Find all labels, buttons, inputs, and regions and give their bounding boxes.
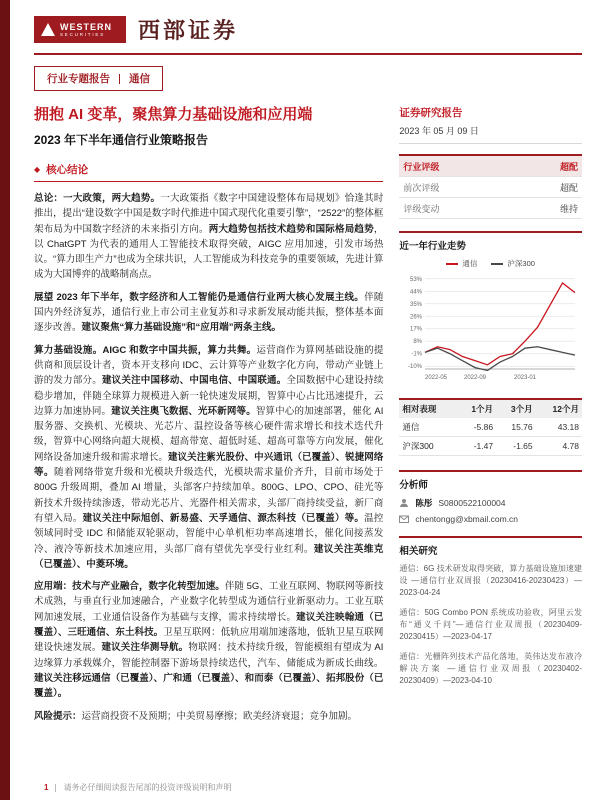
brand-row — [34, 10, 582, 53]
report-date: 2023 年 05 月 09 日 — [399, 120, 582, 144]
svg-text:53%: 53% — [410, 276, 423, 283]
legend-item: 沪深300 — [491, 258, 535, 269]
rating-table — [399, 154, 582, 219]
performance-row: 通信 -5.86 15.76 43.18 — [399, 418, 582, 437]
industry-label: 通信 — [129, 73, 150, 85]
svg-text:-1%: -1% — [411, 351, 423, 358]
rating-row: 前次评级 超配 — [399, 177, 582, 198]
performance-table — [399, 398, 582, 456]
svg-text:2023-01: 2023-01 — [514, 375, 537, 381]
rating-row: 评级变动 维持 — [399, 198, 582, 219]
paragraph: 应用端：技术与产业融合，数字化转型加速。伴随 5G、工业互联网、物联网等新技术成熟，与垂直行业加速融合，产业数字化转型成为通信行业新驱动力。工业互联网加速发展，工业通信设备作为基础与支撑，需求持续增长。建议关注映翰通（已覆盖）、三旺通信、东土科技。卫星互联网：低轨应用端加速落地，低轨卫星互联网建设快速发展。建议关注华测导航。物联网：技术持续升级，智能模组有望成为 AI 边缘算力承载媒介，智能控制器下游场景持续迭代，汽车、储能成为新成长曲线。建议关注移远通信（已覆盖）、广和通（已覆盖）、和而泰（已覆盖）、拓邦股份（已覆盖）。 — [34, 581, 384, 700]
performance-row: 沪深300 -1.47 -1.65 4.78 — [399, 437, 582, 456]
legend-swatch — [446, 263, 458, 265]
report-category-label: 证券研究报告 — [399, 107, 463, 119]
left-margin-bar — [0, 0, 10, 800]
report-subtitle: 2023 年下半年通信行业策略报告 — [34, 133, 209, 147]
trend-chart-svg — [399, 271, 579, 383]
diamond-icon: ◆ — [34, 165, 41, 174]
svg-text:44%: 44% — [410, 289, 423, 296]
logo-text: WESTERN — [60, 21, 112, 32]
analyst-cert-number: S0800522100004 — [438, 498, 506, 508]
main-column — [34, 105, 383, 731]
svg-text:26%: 26% — [410, 314, 423, 321]
envelope-icon — [399, 514, 409, 524]
report-title: 拥抱 AI 变革，聚焦算力基础设施和应用端 — [34, 106, 313, 123]
page-content — [10, 0, 600, 800]
sidebar-column — [399, 105, 582, 731]
report-type-label: 行业专题报告 — [47, 73, 110, 85]
analyst-name-row — [399, 497, 582, 509]
performance-header-row: 相对表现 1个月 3个月 12个月 — [399, 399, 582, 418]
research-list — [399, 563, 582, 687]
analyst-name: 陈彤 — [415, 498, 433, 508]
related-research-title: 相关研究 — [399, 536, 582, 557]
page-footer — [44, 782, 231, 793]
two-column-layout — [34, 105, 582, 731]
analyst-section-title: 分析师 — [399, 470, 582, 491]
trend-chart-block — [399, 258, 582, 388]
report-header — [34, 10, 582, 91]
analyst-email-row — [399, 514, 582, 524]
page-number: 1 — [44, 783, 49, 792]
western-securities-logo-icon — [34, 16, 126, 43]
trend-chart — [399, 271, 582, 388]
header-divider — [34, 53, 582, 55]
paragraph: 总论：一大政策，两大趋势。一大政策指《数字中国建设整体布局规划》恰逢其时推出，提出“建设数字中国是数字时代推进中国式现代化重要引擎”，“2522”的整体框架布局为中国数字经济的未来指引方向。两大趋势包括技术趋势和国际格局趋势，以 ChatGPT 为代表的通用人工智能技术取得突破，AIGC 应用加速，引发市场热议。“算力即生产力”也成为全球共识，人工智能成为科技竞争的重要领域，先进计算成为大国博弈的战略制高点。 — [34, 193, 384, 281]
logo-subtext: SECURITIES — [60, 31, 106, 37]
svg-text:2022-09: 2022-09 — [464, 375, 487, 381]
svg-text:17%: 17% — [410, 326, 423, 333]
core-paragraphs — [34, 191, 383, 724]
person-icon — [399, 498, 409, 508]
analyst-block — [399, 497, 582, 524]
chart-series-沪深300 — [425, 347, 575, 371]
research-item[interactable]: 通信：6G 技术研发取得突破，算力基础设施加速建设 —通信行业双周报（20230416-20230423）—2023-04-24 — [399, 564, 582, 597]
legend-item: 通信 — [446, 258, 477, 269]
badge-divider — [119, 74, 120, 84]
report-type-badge — [34, 66, 163, 91]
trend-section-title: 近一年行业走势 — [399, 231, 582, 252]
svg-text:2022-05: 2022-05 — [425, 375, 448, 381]
research-item[interactable]: 通信：光栅阵列技术产品化落地，英伟达发布液冷解决方案 —通信行业双周报（20230402-20230409）—2023-04-10 — [399, 652, 582, 685]
chart-legend — [399, 258, 582, 269]
footer-divider — [55, 784, 56, 792]
svg-text:8%: 8% — [413, 339, 423, 346]
paragraph: 算力基础设施。AIGC 和数字中国共振，算力共舞。运营商作为算网基础设施的提供商和顶层设计者，资本开支移向 IDC、云计算等产业数字化方向，带动产业链上游的发力部分。建议关注中国移动、中国电信、中国联通。全国数据中心建设持续稳步增加，伴随全球算力规模进入新一轮快速发展期，智算中心占比迅速提升，云边算力加速协同。建议关注奥飞数据、光环新网等。智算中心的加速部署，催化 AI 服务器、交换机、光模块、光芯片、温控设备等核心硬件需求增长和技术迭代升级，智算中心网络向超大规模、超高带宽、超低时延、超高可靠等方向发展，催化网络设备加速升级和需求增长。建议关注紫光股份、中兴通讯（已覆盖）、锐捷网络等。随着网络带宽升级和光模块升级迭代，光模块需求量价齐升，目前市场处于 800G 升级周期，叠加 AI 增量，头部客户持续加单。800G、LPO、CPO、硅光等新技术升级持续渗透，带动光芯片、光器件相关需求，头部厂商持续受益，新厂商有望入局。建议关注中际旭创、新易盛、天孚通信、源杰科技（已覆盖）等。温控领域同时受 IDC 和储能双轮驱动，智能中心单机柜功率高速增长，催化间接蒸发冷、液冷等新技术加速应用，头部厂商有望优先享受行业红利。建议关注英维克（已覆盖）、中菱环境。 — [34, 344, 384, 570]
core-conclusion-title: 核心结论 — [46, 164, 89, 176]
paragraph: 风险提示：运营商投资不及预期；中美贸易摩擦；欧美经济衰退；竞争加剧。 — [34, 710, 358, 722]
analyst-email[interactable]: chentongg@xbmail.com.cn — [415, 514, 519, 524]
core-conclusion-header — [34, 162, 383, 182]
footer-disclaimer: 请务必仔细阅读报告尾部的投资评级说明和声明 — [63, 783, 232, 792]
svg-text:-10%: -10% — [408, 364, 423, 371]
svg-text:35%: 35% — [410, 301, 423, 308]
legend-swatch — [491, 263, 503, 265]
company-name: 西部证券 — [138, 18, 239, 43]
rating-row: 行业评级 超配 — [399, 155, 582, 177]
research-item[interactable]: 通信：50G Combo PON 系统成功验收，阿里云发布“通义千问”—通信行业双周报（20230409-20230415）—2023-04-17 — [399, 608, 582, 641]
paragraph: 展望 2023 年下半年，数字经济和人工智能仍是通信行业两大核心发展主线。伴随国内外经济复苏，通信行业上市公司主业复苏和寻求新发展动能共振，整体基本面逐步改善。建议聚焦“算力基础设施”和“应用端”两条主线。 — [34, 291, 384, 334]
